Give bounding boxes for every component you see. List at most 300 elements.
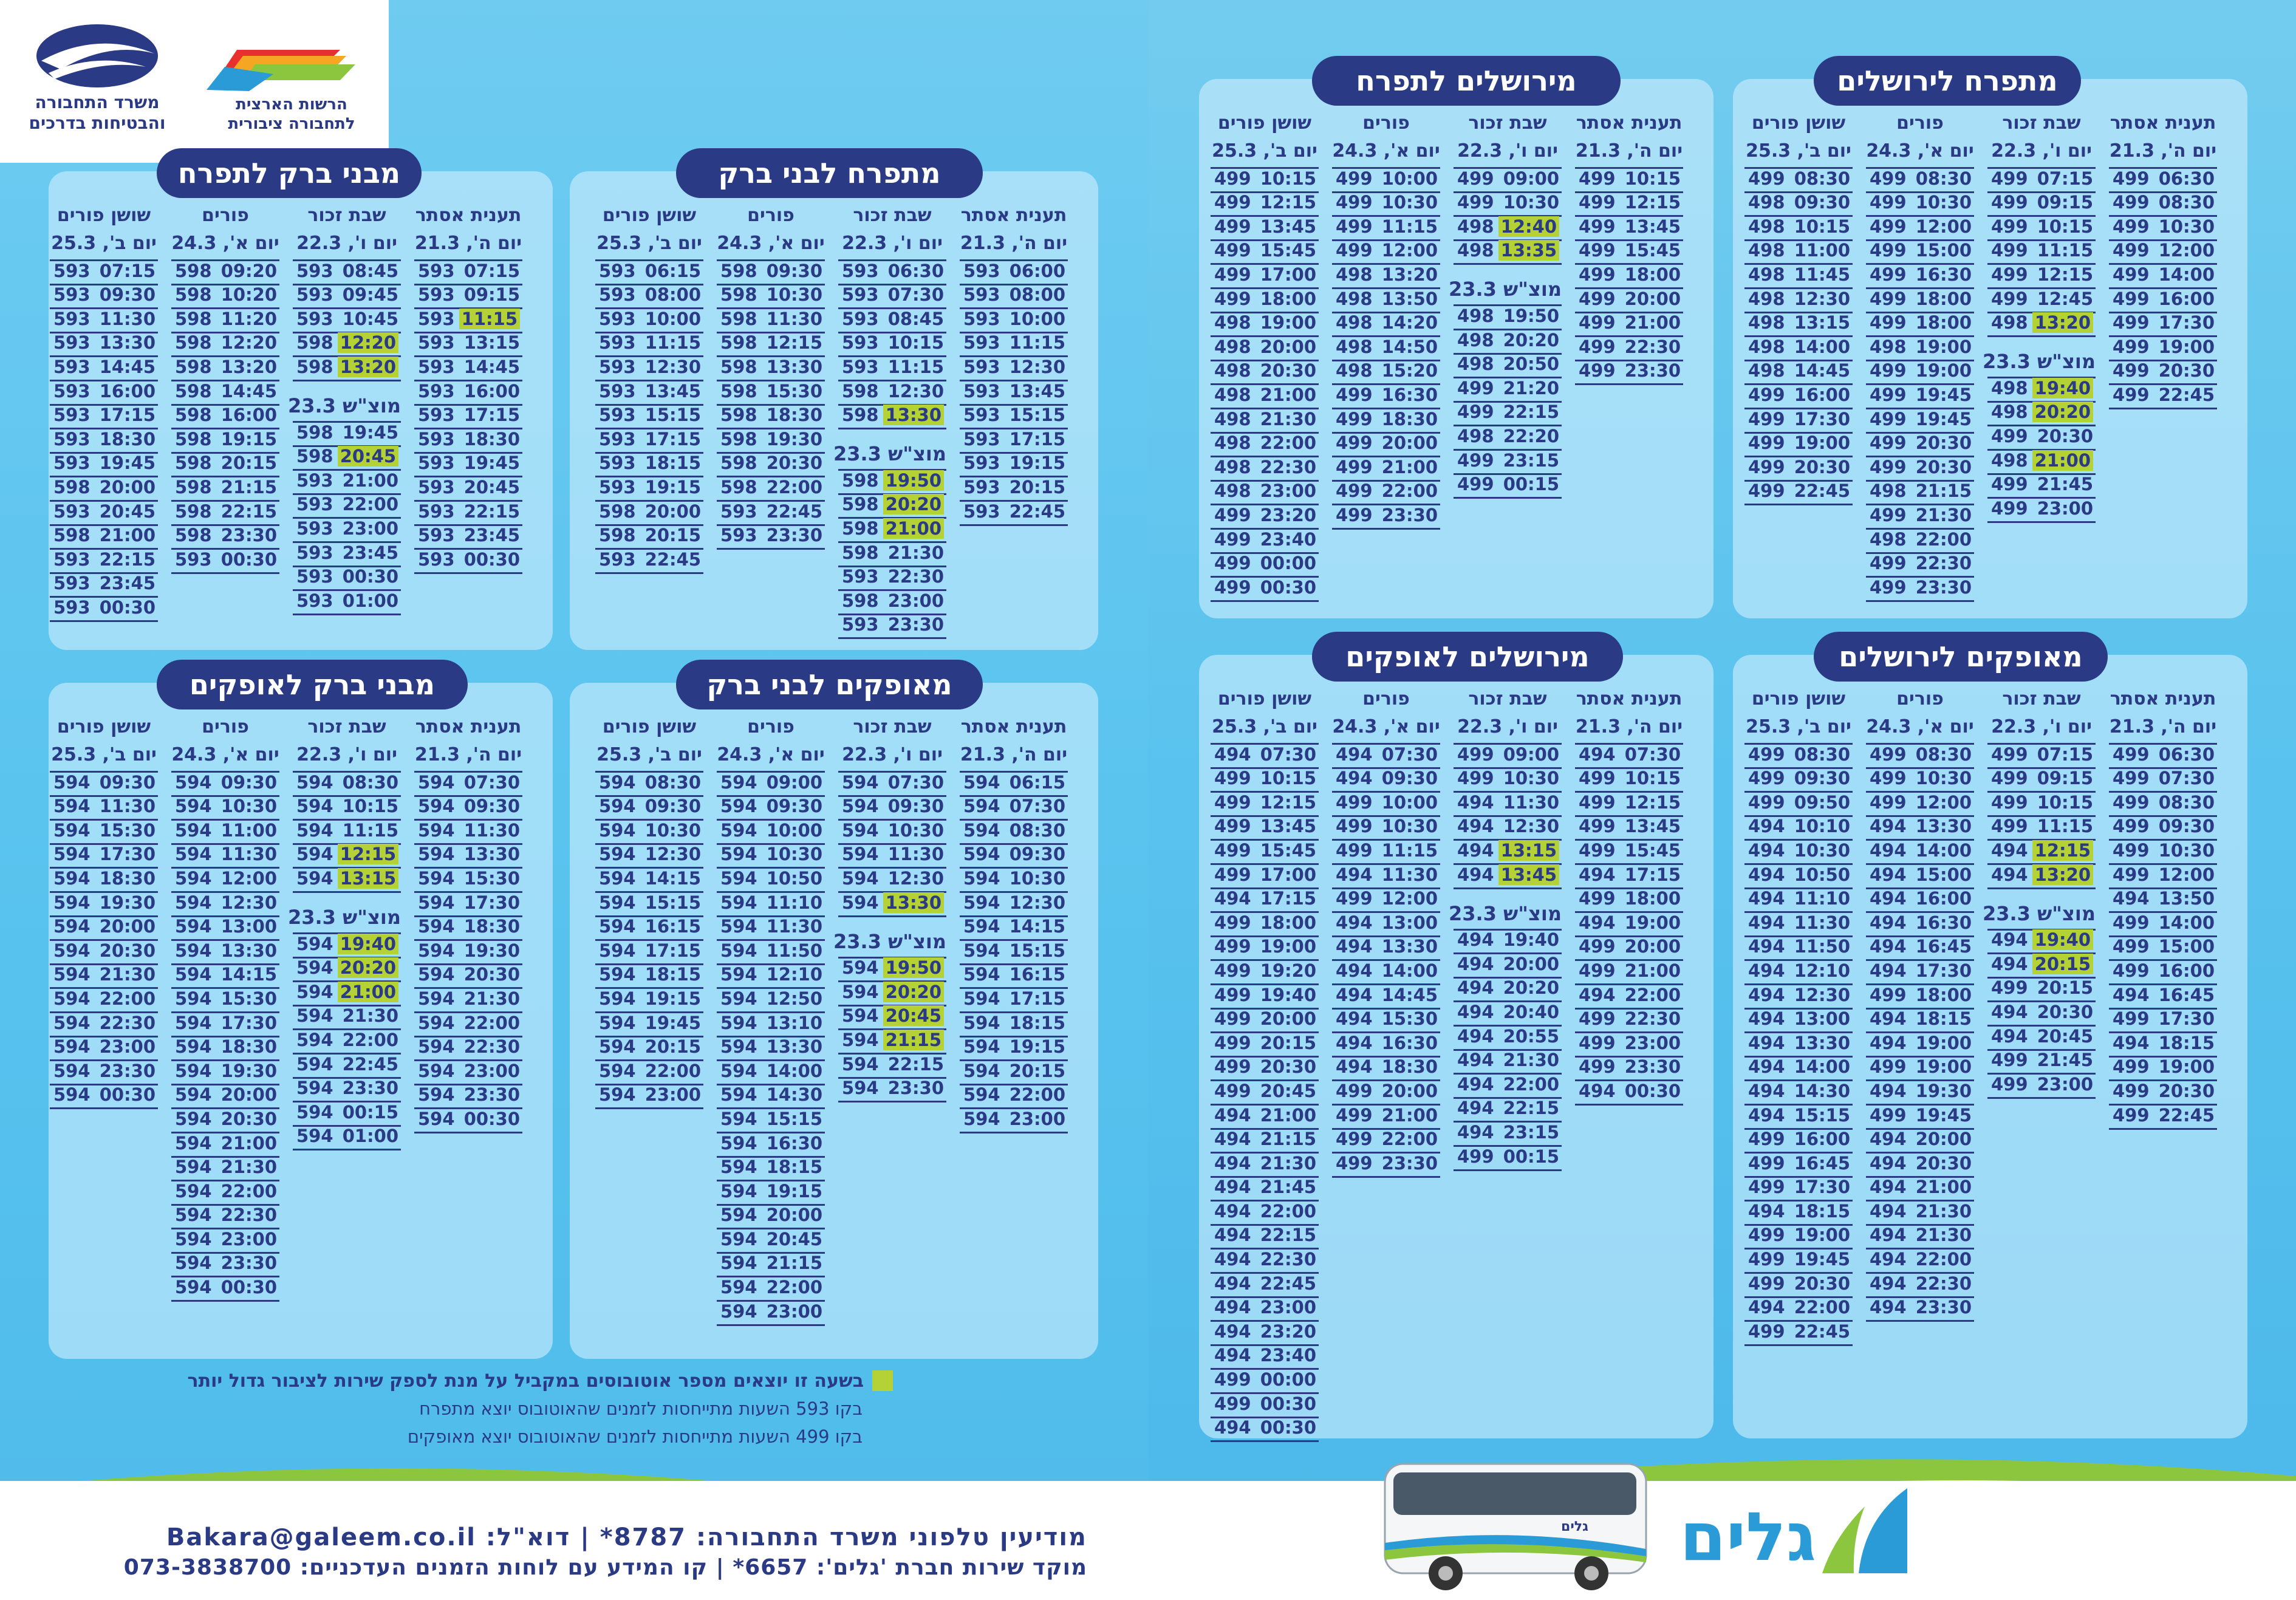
line-number: 594 (296, 1078, 333, 1099)
departure-time: 15:45 (1260, 839, 1316, 861)
schedule-row (50, 309, 158, 333)
line-number: 494 (1457, 1050, 1494, 1071)
column-date: יום ה', 21.3 (414, 233, 522, 254)
schedule-row (1211, 505, 1319, 530)
line-number: 499 (1457, 768, 1494, 789)
schedule-row (1332, 961, 1440, 985)
line-number: 594 (175, 892, 212, 913)
line-number: 593 (599, 428, 636, 450)
schedule-row (1866, 865, 1974, 889)
schedule-row (1332, 817, 1440, 841)
departure-time: 15:00 (1915, 240, 1972, 261)
departure-time: 21:15 (1260, 1129, 1316, 1150)
schedule-row (1332, 1033, 1440, 1058)
departure-time: 16:00 (220, 405, 277, 426)
departure-time: 12:00 (2158, 864, 2215, 885)
departure-time: 19:30 (766, 428, 822, 450)
line-number: 494 (1214, 888, 1251, 909)
line-number: 593 (296, 494, 333, 515)
line-number: 594 (720, 1301, 757, 1322)
schedule-row (1744, 1033, 1853, 1058)
line-number: 593 (963, 453, 1000, 474)
departure-time: 14:15 (1009, 916, 1065, 937)
schedule-row (960, 845, 1068, 869)
column-date: יום ו', 22.3 (842, 233, 943, 254)
schedule-row (1332, 482, 1440, 506)
schedule-row (1744, 865, 1853, 889)
departure-time: 16:45 (1794, 1152, 1850, 1174)
departure-time: 19:00 (1260, 312, 1316, 333)
line-number: 598 (720, 380, 757, 402)
line-number: 594 (175, 1180, 212, 1202)
line-number: 499 (2113, 384, 2150, 405)
departure-time: 23:30 (887, 614, 944, 635)
schedule-row (717, 965, 825, 990)
departure-time: 19:00 (2158, 336, 2215, 357)
line-number: 594 (296, 1053, 333, 1075)
line-number: 499 (1214, 504, 1251, 525)
schedule-row (1332, 169, 1440, 193)
line-number: 598 (175, 501, 212, 522)
column-day-name: שושן פורים (1217, 688, 1312, 709)
departure-time: 12:30 (1009, 892, 1065, 913)
departure-time: 07:30 (1381, 744, 1438, 765)
line-number: 494 (1748, 864, 1785, 885)
line-number: 594 (599, 819, 636, 841)
departure-time: 07:30 (1260, 744, 1316, 765)
departure-time: 16:00 (463, 380, 520, 402)
column-date: יום ה', 21.3 (1575, 140, 1683, 162)
departure-time: 11:30 (766, 308, 822, 329)
schedule-row (717, 773, 825, 797)
departure-time: 22:45 (1009, 501, 1065, 522)
schedule-row (171, 1085, 279, 1110)
departure-time: 18:15 (766, 1157, 822, 1178)
line-number: 499 (1336, 432, 1373, 454)
line-number: 494 (1991, 839, 2028, 861)
line-number: 494 (1336, 1008, 1373, 1030)
line-number: 594 (963, 964, 1000, 985)
departure-time: 22:30 (1624, 336, 1681, 357)
schedule-row (50, 1038, 158, 1062)
schedule-row (171, 917, 279, 942)
schedule-row (2109, 1058, 2217, 1082)
departure-time: 14:50 (1381, 336, 1438, 357)
schedule-row (1866, 817, 1974, 841)
departure-time: 00:30 (220, 549, 277, 570)
column-day-name: שושן פורים (602, 205, 697, 226)
departure-time: 23:45 (463, 525, 520, 546)
line-number: 494 (1748, 1032, 1785, 1053)
line-number: 593 (963, 332, 1000, 354)
departure-time: 22:00 (1794, 1297, 1850, 1318)
line-number: 594 (720, 1132, 757, 1154)
schedule-row (838, 519, 946, 543)
line-number: 499 (1457, 744, 1494, 765)
line-number: 593 (599, 380, 636, 402)
column-date: יום ה', 21.3 (414, 744, 522, 765)
schedule-row (595, 1013, 703, 1038)
line-number: 494 (1748, 1200, 1785, 1222)
departure-time: 09:45 (342, 284, 398, 306)
departure-time: 01:00 (342, 590, 398, 611)
departure-time: 07:30 (1624, 744, 1681, 765)
departure-time: 19:00 (2158, 1056, 2215, 1078)
column-header (1744, 109, 1853, 169)
schedule-row (2109, 985, 2217, 1010)
schedule-row (293, 471, 401, 495)
schedule-row (1454, 426, 1562, 451)
schedule-row (1866, 1298, 1974, 1322)
schedule-row (171, 893, 279, 917)
schedule-column (717, 713, 825, 1326)
line-number: 594 (175, 1108, 212, 1129)
line-number: 594 (296, 1029, 333, 1050)
schedule-row (1866, 889, 1974, 914)
schedule-row (1332, 865, 1440, 889)
departure-time: 23:30 (1915, 1297, 1972, 1318)
schedule-row (1332, 985, 1440, 1010)
schedule-row (717, 502, 825, 526)
departure-time: 11:30 (766, 916, 822, 937)
column-day-name: שושן פורים (1751, 112, 1846, 134)
line-number: 499 (1991, 1073, 2028, 1095)
departure-time: 14:00 (2158, 264, 2215, 285)
departure-time: 17:30 (220, 1012, 277, 1033)
departure-time: 07:15 (2037, 168, 2093, 189)
departure-time: 23:00 (463, 1060, 520, 1081)
departure-time: 22:20 (1503, 425, 1559, 446)
line-number: 598 (720, 428, 757, 450)
schedule-column (171, 202, 279, 574)
departure-time: 14:45 (99, 356, 155, 377)
schedule-row (838, 773, 946, 797)
departure-time: 20:00 (220, 1084, 277, 1106)
saturday-night-subheader: מוצ"ש 23.3 (1454, 889, 1562, 931)
schedule-row (1866, 361, 1974, 386)
line-number: 594 (53, 1036, 91, 1058)
schedule-row (1211, 1250, 1319, 1274)
line-number: 594 (418, 1012, 455, 1033)
schedule-column (50, 202, 158, 622)
schedule-row (1744, 937, 1853, 962)
departure-time: 22:00 (1260, 432, 1316, 454)
column-header (50, 202, 158, 261)
line-number: 593 (418, 332, 455, 354)
departure-time: 21:15 (1915, 480, 1972, 502)
departure-time: 20:15 (2032, 954, 2093, 974)
schedule-row (50, 989, 158, 1013)
schedule-row (1454, 769, 1562, 793)
schedule-row (1987, 817, 2096, 841)
departure-time: 21:30 (1915, 504, 1972, 525)
line-number: 594 (175, 916, 212, 937)
line-number: 594 (296, 796, 333, 817)
line-number: 499 (1870, 1056, 1907, 1078)
departure-time: 12:30 (644, 356, 701, 377)
schedule-row (960, 406, 1068, 430)
departure-time: 09:30 (1009, 844, 1065, 865)
departure-time: 16:15 (1009, 964, 1065, 985)
line-number: 499 (1870, 1104, 1907, 1126)
schedule-row (595, 1061, 703, 1085)
column-date: יום ב', 25.3 (51, 233, 157, 254)
line-number: 494 (1457, 816, 1494, 837)
line-number: 494 (1748, 1080, 1785, 1101)
departure-time: 20:45 (766, 1228, 822, 1250)
schedule-row (414, 477, 522, 502)
departure-time: 09:30 (887, 796, 944, 817)
line-number: 494 (1870, 864, 1907, 885)
departure-time: 20:00 (766, 1205, 822, 1226)
departure-time: 14:00 (1794, 336, 1850, 357)
schedule-row (2109, 1106, 2217, 1130)
schedule-row (1744, 985, 1853, 1010)
schedule-row (1744, 1106, 1853, 1130)
schedule-row (1211, 1033, 1319, 1058)
line-number: 499 (2113, 240, 2150, 261)
column-date: יום ב', 25.3 (596, 744, 702, 765)
schedule-row (414, 941, 522, 965)
authority-logo-icon (200, 32, 358, 92)
schedule-column (1332, 685, 1440, 1178)
departure-time: 16:30 (766, 1132, 822, 1154)
line-number: 494 (1870, 1152, 1907, 1174)
schedule-row (1744, 457, 1853, 482)
schedule-row (717, 797, 825, 821)
line-number: 598 (842, 518, 879, 539)
schedule-row (1332, 913, 1440, 937)
schedule-row (1454, 979, 1562, 1003)
line-number: 499 (1336, 888, 1373, 909)
line-number: 598 (175, 260, 212, 281)
line-number: 598 (296, 332, 333, 354)
line-number: 594 (599, 1060, 636, 1081)
line-number: 499 (2113, 168, 2150, 189)
line-number: 594 (842, 1053, 879, 1075)
line-number: 594 (720, 796, 757, 817)
schedule-row (1987, 403, 2096, 427)
schedule-row (1575, 169, 1683, 193)
line-number: 499 (1870, 192, 1907, 213)
line-number: 593 (53, 308, 91, 329)
line-number: 499 (1748, 1321, 1785, 1342)
line-number: 593 (842, 308, 879, 329)
departure-time: 20:30 (1260, 360, 1316, 381)
line-number: 594 (175, 940, 212, 961)
line-number: 499 (1336, 456, 1373, 477)
departure-time: 21:30 (342, 1005, 398, 1027)
line-number: 494 (1457, 1001, 1494, 1022)
schedule-row (1866, 434, 1974, 458)
departure-time: 20:30 (2158, 360, 2215, 381)
departure-time: 17:15 (644, 940, 701, 961)
line-number: 499 (2113, 960, 2150, 981)
line-number: 494 (1457, 864, 1494, 885)
line-number: 594 (53, 940, 91, 961)
schedule-row (717, 941, 825, 965)
line-number: 593 (53, 332, 91, 354)
schedule-row (2109, 265, 2217, 289)
line-number: 499 (1457, 474, 1494, 495)
departure-time: 18:00 (1624, 264, 1681, 285)
line-number: 593 (842, 332, 879, 354)
line-number: 499 (2113, 288, 2150, 309)
line-number: 594 (175, 988, 212, 1009)
line-number: 598 (53, 525, 91, 546)
schedule-row (1575, 193, 1683, 217)
line-number: 499 (2113, 360, 2150, 381)
line-number: 494 (1336, 984, 1373, 1005)
column-header (595, 202, 703, 261)
schedule-row (1211, 482, 1319, 506)
schedule-row (1866, 1202, 1974, 1226)
departure-time: 08:45 (342, 260, 398, 281)
departure-time: 14:00 (1381, 960, 1438, 981)
departure-time: 12:45 (2037, 288, 2093, 309)
schedule-row (50, 917, 158, 942)
schedule-row (717, 1109, 825, 1133)
line-number: 594 (599, 1084, 636, 1106)
line-number: 494 (1748, 1297, 1785, 1318)
line-number: 499 (1214, 576, 1251, 598)
departure-time: 10:30 (2158, 216, 2215, 237)
departure-time: 00:30 (1260, 576, 1316, 598)
schedule-row (414, 429, 522, 454)
departure-time: 12:10 (766, 964, 822, 985)
column-day-name: תענית אסתר (1576, 688, 1683, 709)
departure-time: 12:15 (1260, 192, 1316, 213)
schedule-row (717, 1254, 825, 1278)
departure-time: 22:00 (342, 494, 398, 515)
departure-time: 21:30 (99, 964, 155, 985)
schedule-row (1575, 361, 1683, 386)
schedule-row (960, 357, 1068, 381)
line-number: 594 (296, 844, 333, 865)
column-date: יום ב', 25.3 (1212, 716, 1317, 737)
line-number: 499 (1457, 192, 1494, 213)
schedule-row (717, 357, 825, 381)
line-number: 494 (1579, 984, 1616, 1005)
line-number: 594 (418, 796, 455, 817)
line-number: 593 (53, 453, 91, 474)
schedule-row (1744, 961, 1853, 985)
line-number: 494 (1870, 1200, 1907, 1222)
schedule-row (293, 934, 401, 959)
column-date: יום ו', 22.3 (1457, 716, 1558, 737)
departure-time: 07:30 (887, 284, 944, 306)
line-number: 594 (963, 1012, 1000, 1033)
column-header (960, 713, 1068, 773)
departure-time: 11:30 (887, 844, 944, 865)
schedule-row (838, 845, 946, 869)
line-number: 494 (1870, 1177, 1907, 1198)
departure-time: 20:20 (883, 982, 944, 1002)
departure-time: 20:00 (644, 501, 701, 522)
schedule-row (293, 261, 401, 285)
schedule-row (171, 1277, 279, 1302)
departure-time: 22:00 (1009, 1084, 1065, 1106)
departure-time: 10:20 (220, 284, 277, 306)
departure-time: 20:30 (2037, 425, 2093, 446)
line-number: 494 (1748, 960, 1785, 981)
schedule-row (1987, 931, 2096, 955)
schedule-row (1211, 1130, 1319, 1154)
contact-line-1: מודיעין טלפוני משרד התחבורה: 8787* | דוא"ל: Bakara@galeem.co.il (166, 1523, 1087, 1551)
departure-time: 22:00 (644, 1060, 701, 1081)
schedule-column (287, 202, 401, 615)
departure-time: 07:30 (887, 771, 944, 793)
line-number: 499 (1214, 1008, 1251, 1030)
departure-time: 10:00 (644, 308, 701, 329)
line-number: 494 (1214, 1321, 1251, 1342)
line-number: 598 (175, 453, 212, 474)
departure-time: 12:10 (1794, 960, 1850, 981)
departure-time: 08:30 (2158, 791, 2215, 813)
line-number: 494 (1214, 1104, 1251, 1126)
schedule-row (1575, 241, 1683, 265)
departure-time: 20:15 (1009, 1060, 1065, 1081)
line-number: 499 (1214, 768, 1251, 789)
departure-time: 08:00 (644, 284, 701, 306)
column-header (1866, 109, 1974, 169)
line-number: 498 (1457, 216, 1494, 237)
schedule-row (717, 285, 825, 310)
schedule-row (1575, 961, 1683, 985)
line-number: 593 (963, 428, 1000, 450)
schedule-row (1575, 1033, 1683, 1058)
schedule-row (960, 429, 1068, 454)
line-number: 499 (1870, 432, 1907, 454)
departure-time: 20:20 (883, 494, 944, 515)
departure-time: 20:30 (463, 964, 520, 985)
line-number: 499 (2113, 839, 2150, 861)
schedule-row (1744, 265, 1853, 289)
departure-time: 11:15 (644, 332, 701, 354)
schedule-column (2109, 109, 2217, 409)
departure-time: 21:30 (1503, 1050, 1559, 1071)
schedule-row (1211, 241, 1319, 265)
schedule-row (293, 1055, 401, 1079)
schedule-row (1211, 769, 1319, 793)
schedule-row (960, 333, 1068, 358)
departure-time: 10:15 (1624, 168, 1681, 189)
line-number: 594 (720, 1012, 757, 1033)
schedule-row (1575, 289, 1683, 313)
schedule-row (50, 773, 158, 797)
line-number: 498 (1870, 336, 1907, 357)
line-number: 499 (1579, 816, 1616, 837)
line-number: 593 (599, 356, 636, 377)
departure-time: 23:30 (220, 1253, 277, 1274)
departure-time: 08:30 (1794, 168, 1850, 189)
schedule-row (1332, 457, 1440, 482)
departure-time: 13:30 (766, 356, 822, 377)
schedule-row (171, 550, 279, 574)
schedule-row (717, 821, 825, 845)
line-number: 594 (842, 1005, 879, 1027)
schedule-row (595, 989, 703, 1013)
column-header (717, 202, 825, 261)
departure-time: 18:15 (2158, 1032, 2215, 1053)
departure-time: 07:30 (463, 771, 520, 793)
line-number: 594 (720, 892, 757, 913)
legend-note-499: בקו 499 השעות מתייחסות לזמנים שהאוטובוס יוצא מאופקים (407, 1426, 863, 1447)
line-number: 594 (599, 771, 636, 793)
schedule-row (1575, 913, 1683, 937)
departure-time: 21:00 (883, 518, 944, 539)
departure-time: 22:45 (766, 501, 822, 522)
